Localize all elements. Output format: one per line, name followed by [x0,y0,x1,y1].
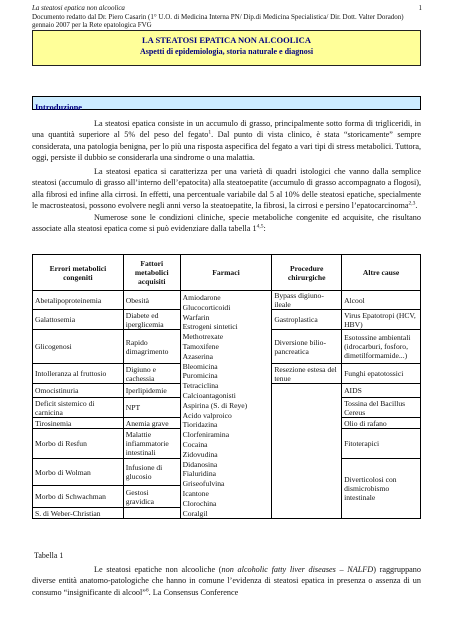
paragraph-text: . [415,201,418,211]
paragraph-text: : [263,224,266,234]
col-header-procedure: Procedure chirurgiche [272,255,342,291]
table-header-row [33,255,421,291]
table-cell: Gastroplastica [272,310,342,330]
table-cell: Infusione di glucosio [123,459,180,486]
table-cell: Rapido dimagrimento [123,330,180,364]
table-cell: Diabete ed iperglicemia [123,310,180,330]
table-cell: Funghi epatotossici [342,364,421,384]
page-number: 1 [418,4,422,12]
table-caption: Tabella 1 [34,551,64,560]
farmaci-cell [180,291,272,519]
paragraph-text: . Dal punto di vista clinico, è stata “storicamente” sempre considerata, una patologia benigna, per lo più una risposta aspecifica del fegato a vari tipi di stress metabolici. Tuttora, oggi, persiste il dubbio se considerarla una sindrome o una malattia. [32,130,421,163]
footnote-ref: 6 [145,587,149,594]
footnote-ref: 4,5 [256,223,264,230]
section-heading: Introduzione [35,102,83,112]
table-cell: Bypass digiuno-ileale [272,291,342,310]
date-line: gennaio 2007 per la Rete epatologica FVG [32,21,152,29]
section-heading-bar [32,96,421,110]
table-cell: Glicogenosi [33,330,124,364]
paragraph-histology [32,166,421,234]
paragraph-nafld [32,564,421,598]
table-cell: Virus Epatotropi (HCV, HBV) [342,310,421,330]
table-cell: Gestosi gravidica [123,486,180,508]
table-cell: Fitoterapici [342,429,421,459]
table-cell: Deficit sistemico di carnicina [33,398,124,418]
table-cell: AIDS [342,384,421,398]
document-title: LA STEATOSI EPATICA NON ALCOOLICA [142,35,311,45]
col-header-altre: Altre cause [342,255,421,291]
col-header-fattori: Fattori metabolici acquisiti [123,255,180,291]
table-cell: Omocistinuria [33,384,124,398]
table-cell: Tossina del Bacillus Cereus [342,398,421,418]
author-line: Documento redatto dal Dr. Piero Casarin (1° U.O. di Medicina Interna PN/ Dip.di Medicina Specialistica/ Dir. Dott. Valter Doradon) [32,13,404,21]
table-cell: S. di Weber-Christian [33,508,124,519]
table-cell: Alcool [342,291,421,310]
table-cell: Morbo di Wolman [33,459,124,486]
paragraph-text: La steatosi epatica consiste in un accumulo di grasso, principalmente sotto forma di trigliceridi, in una quantità superiore al 5% del peso del fegato [32,119,421,140]
running-header-title: La steatosi epatica non alcoolica [32,4,125,12]
footnote-ref: 1 [208,129,212,136]
title-box [32,30,421,66]
paragraph-italic: non alcoholic fatty liver diseases – NALFD [221,565,374,574]
farmaci-list: Amiodarone Glucocorticoidi Warfarin Estrogeni sintetici Methotrexate Tamoxifene Azaserina Bleomicina Puromicina Tetraciclina Calcioantagonisti Aspirina (S. di Reye) Acido valproico Tioridazina Clorfeniramina Cocaina Zidovudina Didanosina Fialuridina Griseofulvina Icantone Clorochina Coralgil [182,293,248,518]
table-cell: Diversione bilio-pancreatica [272,330,342,364]
paragraph-text: Le steatosi epatiche non alcooliche ( [94,565,222,574]
table-cell: Intolleranza al fruttosio [33,364,124,384]
paragraph-text: ) raggruppano diverse entità anatomo-patologiche che hanno in comune l’evidenza di steatosi epatica in presenza o assenza di un consumo “insignificante di alcool” [32,565,421,597]
table-cell: Malattie infiammatorie intestinali [123,429,180,459]
table-cell: Tirosinemia [33,418,124,429]
document-subtitle: Aspetti di epidemiologia, storia naturale e diagnosi [139,47,314,56]
conditions-table [32,254,421,519]
table-cell: Galattosemia [33,310,124,330]
paragraph-text: . La Consensus Conference [148,587,239,597]
table-cell: Resezione estesa del tenue [272,364,342,384]
table-cell: Diverticolosi con dismicrobismo intestinale [342,459,421,519]
paragraph-text: La steatosi epatica si caratterizza per una varietà di quadri istologici che vanno dalla semplice steatosi (accumulo di grasso all’interno dell’epatocita) alla steatoepatite (accumulo di grasso accompagnato a flogosi), alla fibrosi ed infine alla cirrosi. In effetti, una percentuale variabile dal 5 al 10% delle steatosi epatiche, specialmente le macrosteatosi, possono evolvere negli anni verso la steatoepatite, la fibrosi, la cirrosi e persino l’epatocarcinoma [32,167,421,211]
paragraph-intro [32,118,421,164]
paragraph-text: Numerose sone le condizioni cliniche, specie metaboliche congenite ed acquisite, che risultano associate alla steatosi epatica come si può evidenziare dalla tabella 1 [32,212,421,234]
table-cell: Anemia grave [123,418,180,429]
table-cell-empty [123,508,180,519]
col-header-farmaci: Farmaci [180,255,272,291]
table-cell: Olio di rafano [342,418,421,429]
table-cell-empty [272,384,342,519]
table-cell: Iperlipidemie [123,384,180,398]
table-cell: Morbo di Resfun [33,429,124,459]
table-cell: Esotossine ambientali (idrocarburi, fosforo, dimetilformamide...) [342,330,421,364]
table-cell: NPT [123,398,180,418]
table-cell: Abetalipoproteinemia [33,291,124,310]
footnote-ref: 2,3 [408,200,416,207]
table-cell: Obesità [123,291,180,310]
col-header-errori: Errori metabolici congeniti [33,255,124,291]
table-cell: Digiuno e cachessia [123,364,180,384]
table-row [33,291,421,310]
table-cell: Morbo di Schwachman [33,486,124,508]
